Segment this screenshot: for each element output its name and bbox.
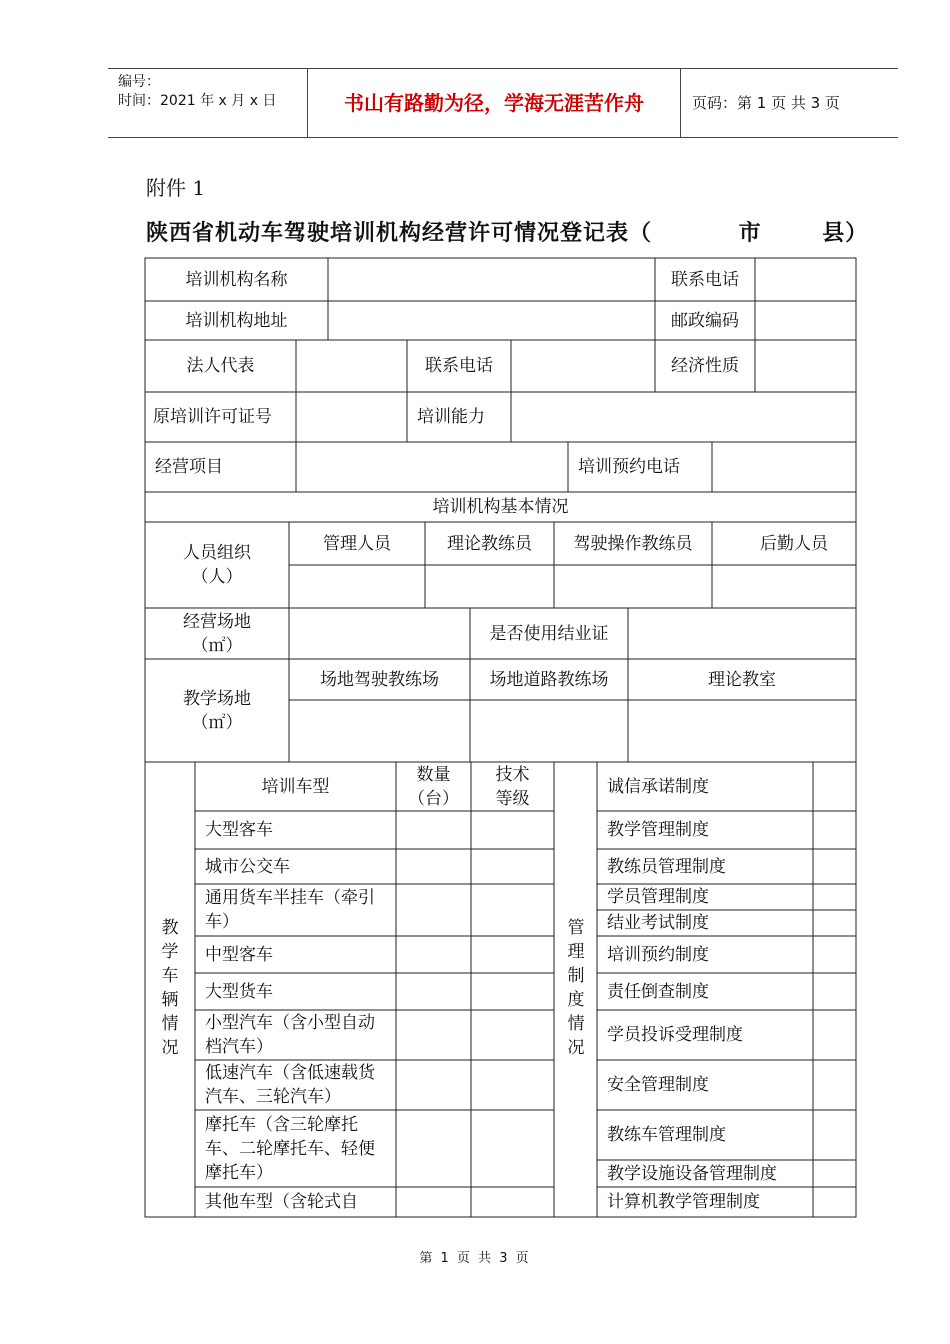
biz-site-label: 经营场地 （㎡） [183, 611, 251, 656]
logistics-label: 后勤人员 [760, 533, 828, 554]
system-row: 计算机教学管理制度 [607, 1192, 760, 1212]
vehicle-row: 摩托车（含三轮摩托车、二轮摩托车、轻便摩托车） [205, 1114, 375, 1183]
system-row: 诚信承诺制度 [607, 776, 709, 797]
form-title: 陕西省机动车驾驶培训机构经营许可情况登记表（ 市 县） [146, 220, 869, 246]
system-row: 责任倒查制度 [607, 981, 709, 1002]
mgmt-vertical-label: 管理制度情况 [567, 918, 585, 1058]
org-address-label: 培训机构地址 [185, 310, 288, 331]
system-row: 学员管理制度 [607, 887, 709, 907]
quantity-header: 数量 （台） [408, 764, 459, 809]
staff-org-label: 人员组织 （人） [183, 543, 251, 587]
vehicle-row: 低速汽车（含低速载货汽车、三轮汽车） [205, 1063, 375, 1107]
theory-coach-label: 理论教练员 [447, 533, 532, 554]
system-row: 培训预约制度 [607, 944, 709, 965]
phone-label-2: 联系电话 [425, 356, 493, 376]
teach-site-label: 教学场地 （㎡） [183, 688, 251, 733]
grad-cert-label: 是否使用结业证 [489, 623, 609, 644]
vehicle-row: 通用货车半挂车（牵引车） [205, 888, 375, 932]
vehicles-vertical-label: 教学车辆情况 [161, 918, 179, 1058]
vehicle-row: 大型客车 [205, 820, 273, 840]
time-label: 时间：2021 年 x 月 x 日 [118, 93, 277, 109]
vehicle-row: 大型货车 [205, 981, 273, 1002]
econ-nature-label: 经济性质 [671, 356, 739, 376]
classroom-label: 理论教室 [708, 669, 776, 690]
postcode-label: 邮政编码 [671, 310, 739, 331]
code-label: 编号： [118, 74, 160, 90]
managers-label: 管理人员 [323, 533, 391, 554]
system-row: 学员投诉受理制度 [607, 1025, 743, 1045]
system-row: 结业考试制度 [607, 913, 709, 933]
business-items-label: 经营项目 [155, 457, 223, 477]
system-row: 教学设施设备管理制度 [607, 1163, 777, 1184]
basic-info-header: 培训机构基本情况 [432, 497, 569, 517]
page-footer: 第 1 页 共 3 页 [419, 1251, 531, 1266]
road-drive-label: 场地道路教练场 [489, 669, 609, 690]
header-motto: 书山有路勤为径，学海无涯苦作舟 [308, 69, 681, 137]
vehicle-row: 城市公交车 [205, 856, 290, 877]
header-page-info: 页码：第 1 页 共 3 页 [692, 94, 840, 112]
system-row: 教练车管理制度 [607, 1125, 726, 1145]
vehicle-row: 其他车型（含轮式自 [205, 1192, 358, 1212]
booking-phone-label: 培训预约电话 [578, 457, 680, 477]
vehicle-row: 小型汽车（含小型自动档汽车） [205, 1013, 375, 1057]
system-row: 教学管理制度 [607, 820, 709, 840]
vehicle-row: 中型客车 [205, 944, 273, 965]
phone-label-1: 联系电话 [671, 269, 739, 290]
attachment-label: 附件 1 [146, 176, 206, 200]
orig-license-label: 原培训许可证号 [153, 407, 272, 427]
org-name-label: 培训机构名称 [185, 269, 288, 290]
site-drive-label: 场地驾驶教练场 [320, 669, 439, 690]
tech-grade-header: 技术 等级 [495, 764, 530, 809]
vehicle-type-header: 培训车型 [261, 776, 330, 797]
system-row: 安全管理制度 [607, 1075, 709, 1095]
legal-rep-label: 法人代表 [186, 356, 255, 376]
capacity-label: 培训能力 [417, 407, 485, 427]
system-row: 教练员管理制度 [607, 856, 726, 877]
drive-coach-label: 驾驶操作教练员 [573, 533, 693, 554]
